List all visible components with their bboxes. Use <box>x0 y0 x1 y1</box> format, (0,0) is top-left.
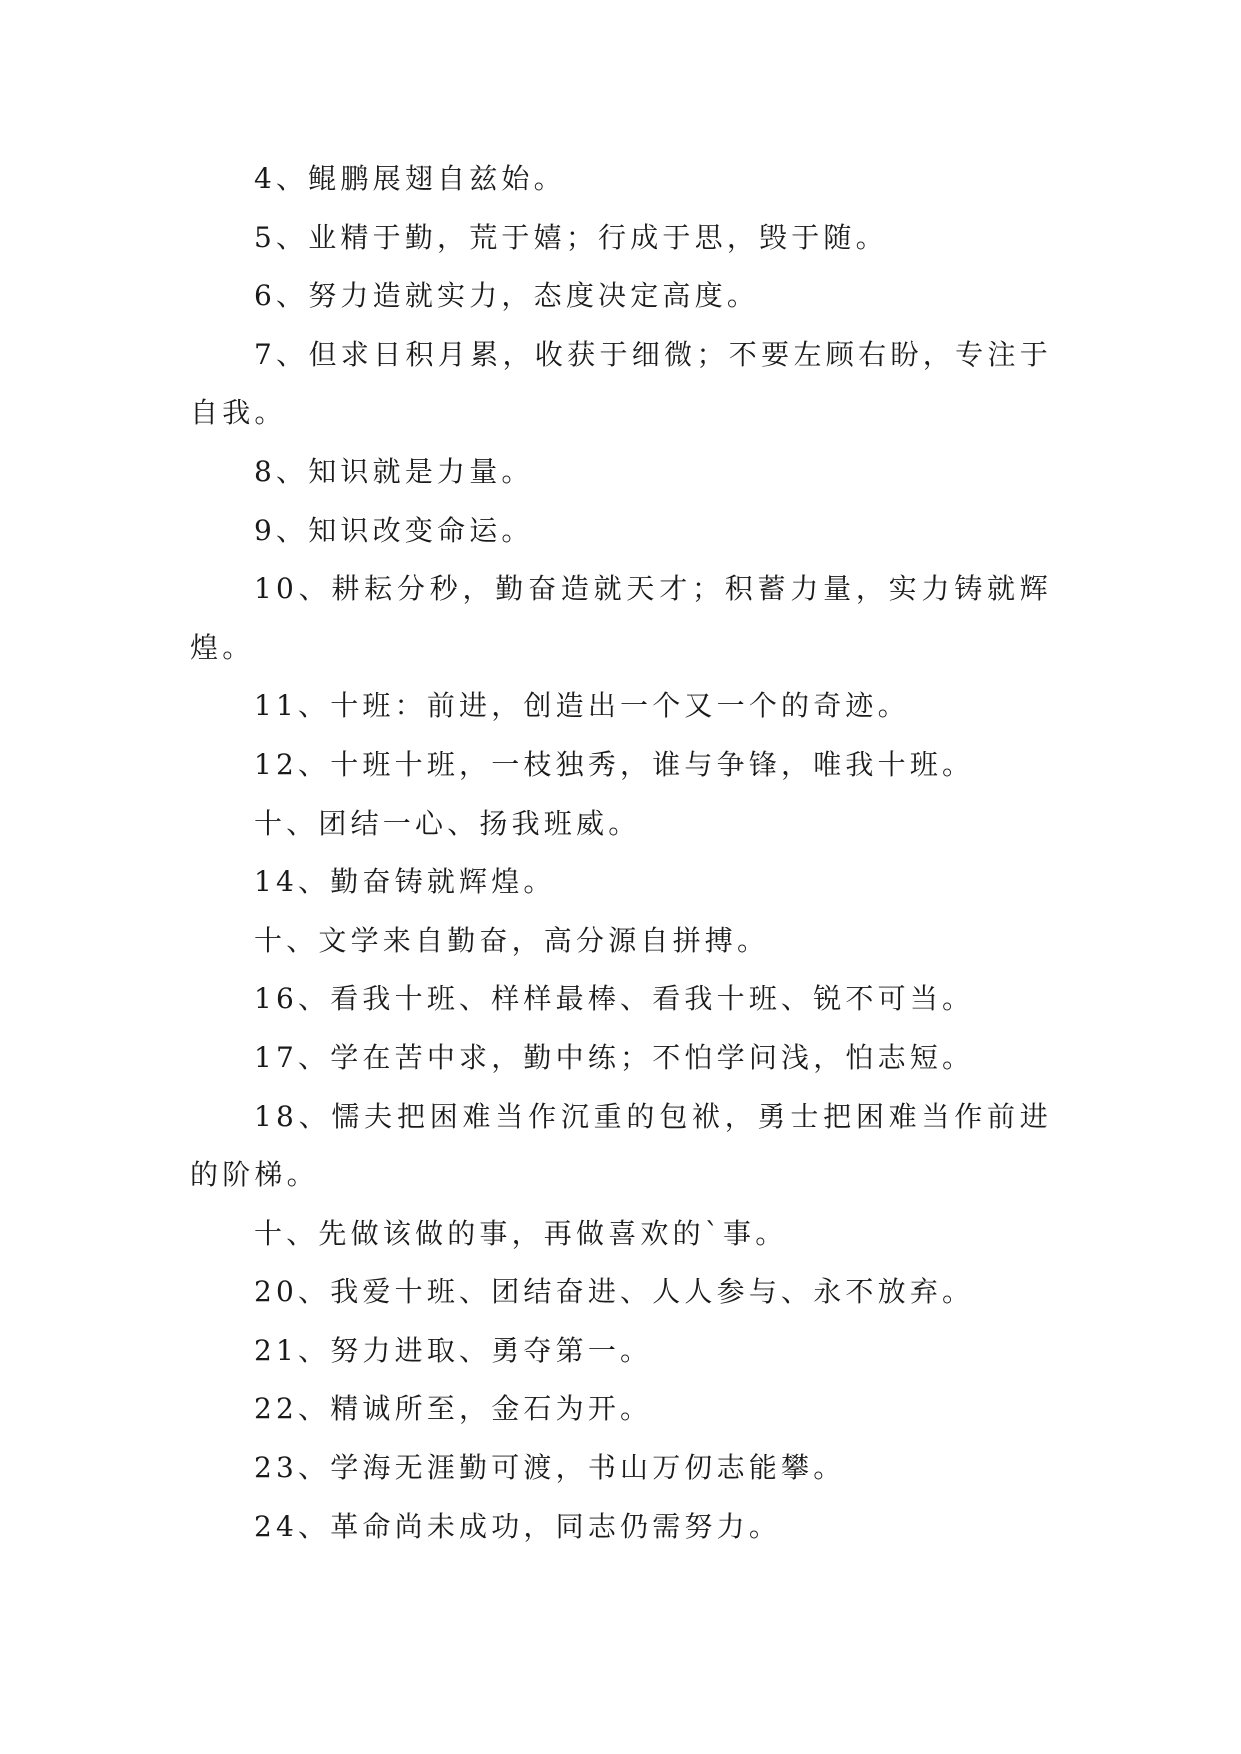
paragraph-23: 23、学海无涯勤可渡，书山万仞志能攀。 <box>254 1451 846 1485</box>
paragraph-16: 16、看我十班、样样最棒、看我十班、锐不可当。 <box>254 982 975 1016</box>
paragraph-13: 十、团结一心、扬我班威。 <box>254 806 641 840</box>
paragraph-21: 21、努力进取、勇夺第一。 <box>254 1333 653 1367</box>
paragraph-17: 17、学在苦中求，勤中练；不怕学问浅，怕志短。 <box>254 1040 975 1074</box>
document-body <box>190 150 1052 1556</box>
paragraph-19: 十、先做该做的事，再做喜欢的`事。 <box>254 1216 788 1250</box>
paragraph-6: 6、努力造就实力，态度决定高度。 <box>254 279 760 313</box>
paragraph-18: 18、懦夫把困难当作沉重的包袱，勇士把困难当作前进的阶梯。 <box>190 1099 1052 1192</box>
paragraph-12: 12、十班十班，一枝独秀，谁与争锋，唯我十班。 <box>254 747 975 781</box>
paragraph-14: 14、勤奋铸就辉煌。 <box>254 865 556 899</box>
paragraph-5: 5、业精于勤，荒于嬉；行成于思，毁于随。 <box>254 220 888 254</box>
paragraph-11: 11、十班：前进，创造出一个又一个的奇迹。 <box>254 689 910 723</box>
paragraph-20: 20、我爱十班、团结奋进、人人参与、永不放弃。 <box>254 1275 975 1309</box>
paragraph-22: 22、精诚所至，金石为开。 <box>254 1392 653 1426</box>
paragraph-7: 7、但求日积月累，收获于细微；不要左顾右盼，专注于自我。 <box>190 337 1052 430</box>
paragraph-15: 十、文学来自勤奋，高分源自拼搏。 <box>254 923 770 957</box>
paragraph-9: 9、知识改变命运。 <box>254 513 534 547</box>
paragraph-24: 24、革命尚未成功，同志仍需努力。 <box>254 1509 782 1543</box>
paragraph-8: 8、知识就是力量。 <box>254 454 534 488</box>
paragraph-4: 4、鲲鹏展翅自兹始。 <box>254 162 566 195</box>
paragraph-10: 10、耕耘分秒，勤奋造就天才；积蓄力量，实力铸就辉煌。 <box>190 572 1052 664</box>
